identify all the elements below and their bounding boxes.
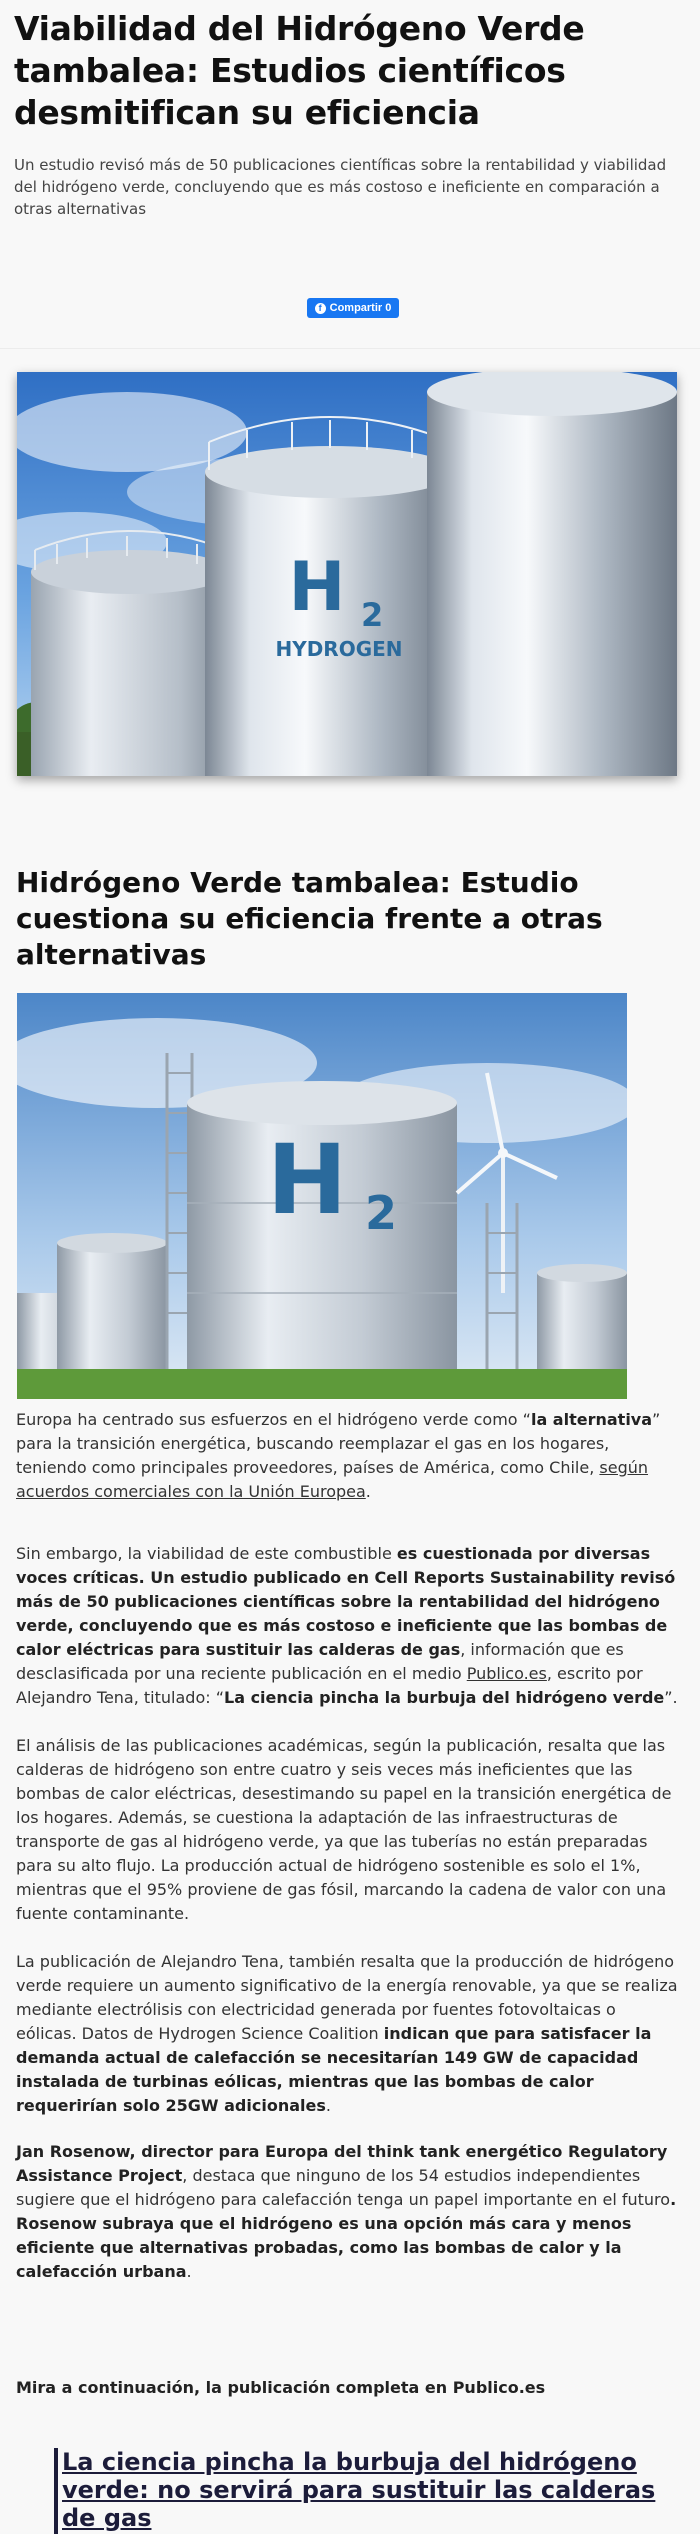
section-heading: Hidrógeno Verde tambalea: Estudio cuestiona su eficiencia frente a otras alternativas bbox=[16, 866, 603, 971]
publico-link[interactable]: Publico.es bbox=[466, 1664, 547, 1683]
text-span: , destaca que ninguno de los 54 estudios independientes sugiere que el hidrógeno para calefacción tenga un papel importante en el futuro bbox=[16, 2166, 671, 2209]
bold-span: Jan Rosenow, director para Europa del think tank energético Regulatory Assistance Project bbox=[16, 2142, 668, 2185]
text-span: Sin embargo, la viabilidad de este combustible bbox=[16, 1544, 397, 1563]
tank-word-label: HYDROGEN bbox=[275, 637, 403, 661]
tank-h-label: H bbox=[288, 548, 346, 627]
text-span: . bbox=[325, 2096, 331, 2115]
tank-sub-label: 2 bbox=[361, 596, 384, 634]
section-image bbox=[17, 993, 627, 1399]
tank-farm-sub-label: 2 bbox=[365, 1186, 398, 1240]
bold-span: la alternativa bbox=[530, 1410, 653, 1429]
paragraph-5 bbox=[16, 2140, 681, 2284]
divider bbox=[0, 348, 700, 349]
text-span: , escrito por Alejandro Tena, titulado: “ bbox=[16, 1664, 643, 1707]
tank-farm-h-label: H bbox=[266, 1124, 348, 1236]
text-span: . bbox=[365, 1482, 371, 1501]
bold-span: La ciencia pincha la burbuja del hidrógeno verde bbox=[224, 1688, 665, 1707]
embedded-article-card bbox=[54, 2448, 682, 2534]
text-span: La publicación de Alejandro Tena, también resalta que la producción de hidrógeno verde requiere un aumento significativo de la energía renovable, ya que se realiza mediante electrólisis con electricidad generada por fuentes fotovoltaicas o eólicas. Datos de Hydrogen Science Coalition bbox=[16, 1952, 678, 2043]
facebook-share-button[interactable] bbox=[307, 298, 399, 318]
bold-span: . Rosenow subraya que el hidrógeno es una opción más cara y menos eficiente que alternativas probadas, como las bombas de calor y la calefacción urbana bbox=[16, 2190, 677, 2281]
see-more-text: Mira a continuación, la publicación completa en Publico.es bbox=[16, 2378, 546, 2397]
text-span: , información que es desclasificada por una reciente publicación en el medio bbox=[16, 1640, 624, 1683]
embedded-article-link[interactable]: La ciencia pincha la burbuja del hidrógeno verde: no servirá para sustituir las calderas de gas bbox=[62, 2448, 656, 2532]
trade-agreement-link[interactable]: según acuerdos comerciales con la Unión Europea bbox=[16, 1458, 649, 1501]
text-span: Europa ha centrado sus esfuerzos en el hidrógeno verde como “ bbox=[16, 1410, 531, 1429]
article-subtitle: Un estudio revisó más de 50 publicaciones científicas sobre la rentabilidad y viabilidad del hidrógeno verde, concluyendo que es más costoso e ineficiente en comparación a otras alternativas bbox=[14, 156, 667, 218]
paragraph-1 bbox=[16, 1408, 681, 1504]
article-title: Viabilidad del Hidrógeno Verde tambalea: Estudios científicos desmitifican su eficiencia bbox=[14, 9, 585, 132]
paragraph-3: El análisis de las publicaciones académicas, según la publicación, resalta que las calderas de hidrógeno son entre cuatro y seis veces más ineficientes que las bombas de calor eléctricas, desestimando su papel en la transición energética de los hogares. Además, se cuestiona la adaptación de las infraestructuras de transporte de gas al hidrógeno verde, ya que las tuberías no están preparadas para su alto flujo. La producción actual de hidrógeno sostenible es solo el 1%, mientras que el 95% proviene de gas fósil, marcando la cadena de valor con una fuente contaminante. bbox=[16, 1736, 672, 1923]
facebook-icon: f bbox=[315, 303, 326, 314]
paragraph-4 bbox=[16, 1950, 681, 2118]
text-span: ”. bbox=[664, 1688, 678, 1707]
text-span: . bbox=[186, 2262, 192, 2281]
bold-span: es cuestionada por diversas voces críticas. Un estudio publicado en Cell Reports Sustainability revisó más de 50 publicaciones científicas sobre la rentabilidad del hidrógeno verde, concluyendo que es más costoso e ineficiente que las bombas de calor eléctricas para sustituir las calderas de gas bbox=[16, 1544, 676, 1659]
featured-image bbox=[17, 372, 677, 776]
share-label: Compartir 0 bbox=[329, 302, 392, 314]
paragraph-2 bbox=[16, 1542, 681, 1710]
bold-span: indican que para satisfacer la demanda actual de calefacción se necesitarían 149 GW de capacidad instalada de turbinas eólicas, mientras que las bombas de calor requerirían solo 25GW adicionales bbox=[16, 2024, 652, 2115]
text-span: ” para la transición energética, buscando reemplazar el gas en los hogares, teniendo como principales proveedores, países de América, como Chile, bbox=[16, 1410, 661, 1477]
